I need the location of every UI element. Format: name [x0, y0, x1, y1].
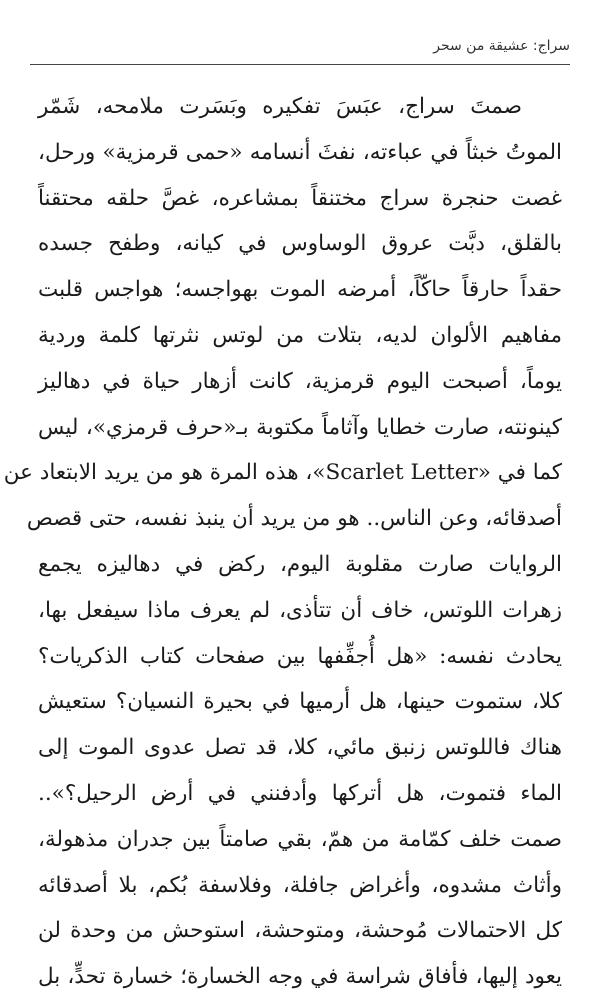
text-line: حقداً حارقاً حاكّاً، أمرضه الموت بهواجسه؛ هواجس قلبت [38, 277, 562, 303]
running-header [30, 34, 570, 65]
text-line: صمتَ سراج، عبَسَ تفكيره وبَسَرت ملامحه، شَمّر [38, 94, 522, 119]
running-title: سراج: عشيقة من سحر [433, 38, 570, 54]
text-line: الموتُ خبثاً في عباءته، نفثَ أنسامه «حمى قرمزية» ورحل، [38, 139, 562, 165]
text-line: غصت حنجرة سراج مختنقاً بمشاعره، غصَّ حلقه محتقناً [38, 185, 562, 211]
text-line: يحادث نفسه: «هل أُجفِّفها بين صفحات كتاب الذكريات؟ [38, 643, 562, 669]
text-line: الروايات صارت مقلوبة اليوم، ركض في دهاليزه يجمع [38, 551, 562, 577]
text-line: بالقلق، دبَّت عروق الوساوس في كيانه، وطفح جسده [38, 231, 562, 257]
text-line: مفاهيم الألوان لديه، بتلات من لوتس نثرتها كلمة وردية [38, 322, 562, 348]
text-line: كلا، ستموت حينها، هل أرميها في بحيرة النسيان؟ ستعيش [38, 689, 562, 715]
text-line: صمت خلف كمّامة من همّ، بقي صامتاً بين جدران مذهولة، [38, 826, 562, 852]
text-line: وأثاث مشدوه، وأغراض جافلة، وفلاسفة بُكم، بلا أصدقائه [38, 872, 562, 898]
text-line: أصدقائه، وعن الناس.. هو من يريد أن ينبذ نفسه، حتى قصص [26, 506, 562, 532]
text-line: كل الاحتمالات مُوحشة، ومتوحشة، استوحش من وحدة لن [38, 918, 562, 944]
text-line: كينونته، صارت خطايا وآثاماً مكتوبة بـ«حرف قرمزي»، ليس [38, 414, 562, 440]
text-line: زهرات اللوتس، خاف أن تتأذى، لم يعرف ماذا سيفعل بها، [38, 597, 562, 623]
text-line: الماء فتموت، هل أتركها وأدفنني في أرض الرحيل؟».. [38, 780, 562, 806]
paragraph [3, 84, 562, 1000]
text-line: يوماً، أصبحت اليوم قرمزية، كانت أزهار حياة في دهاليز [38, 368, 562, 394]
text-line: يعود إليها، فأفاق شراسة في وجه الخسارة؛ خسارة تحدٍّ، بل [38, 964, 562, 990]
text-line: هناك فاللوتس زنبق مائي، كلا، قد تصل عدوى الموت إلى [38, 735, 562, 761]
text-line: كما في «Scarlet Letter»، هذه المرة هو من يريد الابتعاد عن [3, 460, 562, 486]
